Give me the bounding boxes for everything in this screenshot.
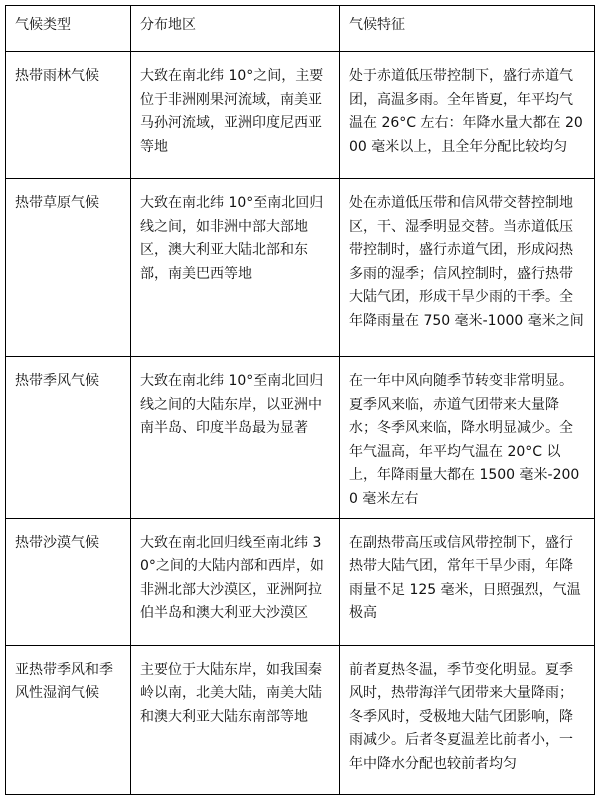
table-row bbox=[6, 518, 595, 645]
cell-climate-type: 热带草原气候 bbox=[6, 179, 131, 357]
climate-types-table bbox=[5, 5, 595, 795]
header-features: 气候特征 bbox=[340, 6, 595, 52]
cell-climate-type: 亚热带季风和季风性湿润气候 bbox=[6, 645, 131, 794]
table-row bbox=[6, 179, 595, 357]
cell-distribution: 大致在南北纬 10°至南北回归线之间，如非洲中部大部地区，澳大利亚大陆北部和东部，南美巴西等地 bbox=[131, 179, 340, 357]
table-row bbox=[6, 645, 595, 794]
cell-distribution: 大致在南北纬 10°之间，主要位于非洲刚果河流域，南美亚马孙河流域，亚洲印度尼西亚等地 bbox=[131, 52, 340, 179]
table-row bbox=[6, 52, 595, 179]
cell-distribution: 大致在南北回归线至南北纬 30°之间的大陆内部和西岸，如非洲北部大沙漠区，亚洲阿拉伯半岛和澳大利亚大沙漠区 bbox=[131, 518, 340, 645]
cell-distribution: 主要位于大陆东岸，如我国秦岭以南，北美大陆，南美大陆和澳大利亚大陆东南部等地 bbox=[131, 645, 340, 794]
climate-table-container bbox=[5, 5, 594, 795]
cell-climate-type: 热带沙漠气候 bbox=[6, 518, 131, 645]
cell-climate-type: 热带季风气候 bbox=[6, 357, 131, 519]
cell-features: 前者夏热冬温，季节变化明显。夏季风时，热带海洋气团带来大量降雨；冬季风时，受极地大陆气团影响，降雨减少。后者冬夏温差比前者小，一年中降水分配也较前者均匀 bbox=[340, 645, 595, 794]
cell-climate-type: 热带雨林气候 bbox=[6, 52, 131, 179]
cell-features: 在副热带高压或信风带控制下，盛行热带大陆气团，常年干旱少雨，年降雨量不足 125 毫米，日照强烈，气温极高 bbox=[340, 518, 595, 645]
cell-features: 在一年中风向随季节转变非常明显。夏季风来临，赤道气团带来大量降水；冬季风来临，降水明显减少。全年气温高，年平均气温在 20°C 以上，年降雨量大都在 1500 毫米-2000 毫米左右 bbox=[340, 357, 595, 519]
cell-features: 处在赤道低压带和信风带交替控制地区，干、湿季明显交替。当赤道低压带控制时，盛行赤道气团，形成闷热多雨的湿季；信风控制时，盛行热带大陆气团，形成干旱少雨的干季。全年降雨量在 750 毫米-1000 毫米之间 bbox=[340, 179, 595, 357]
cell-distribution: 大致在南北纬 10°至南北回归线之间的大陆东岸，以亚洲中南半岛、印度半岛最为显著 bbox=[131, 357, 340, 519]
header-climate-type: 气候类型 bbox=[6, 6, 131, 52]
cell-features: 处于赤道低压带控制下，盛行赤道气团，高温多雨。全年皆夏，年平均气温在 26°C 左右：年降水量大都在 2000 毫米以上，且全年分配比较均匀 bbox=[340, 52, 595, 179]
header-distribution: 分布地区 bbox=[131, 6, 340, 52]
table-row bbox=[6, 357, 595, 519]
table-header-row bbox=[6, 6, 595, 52]
